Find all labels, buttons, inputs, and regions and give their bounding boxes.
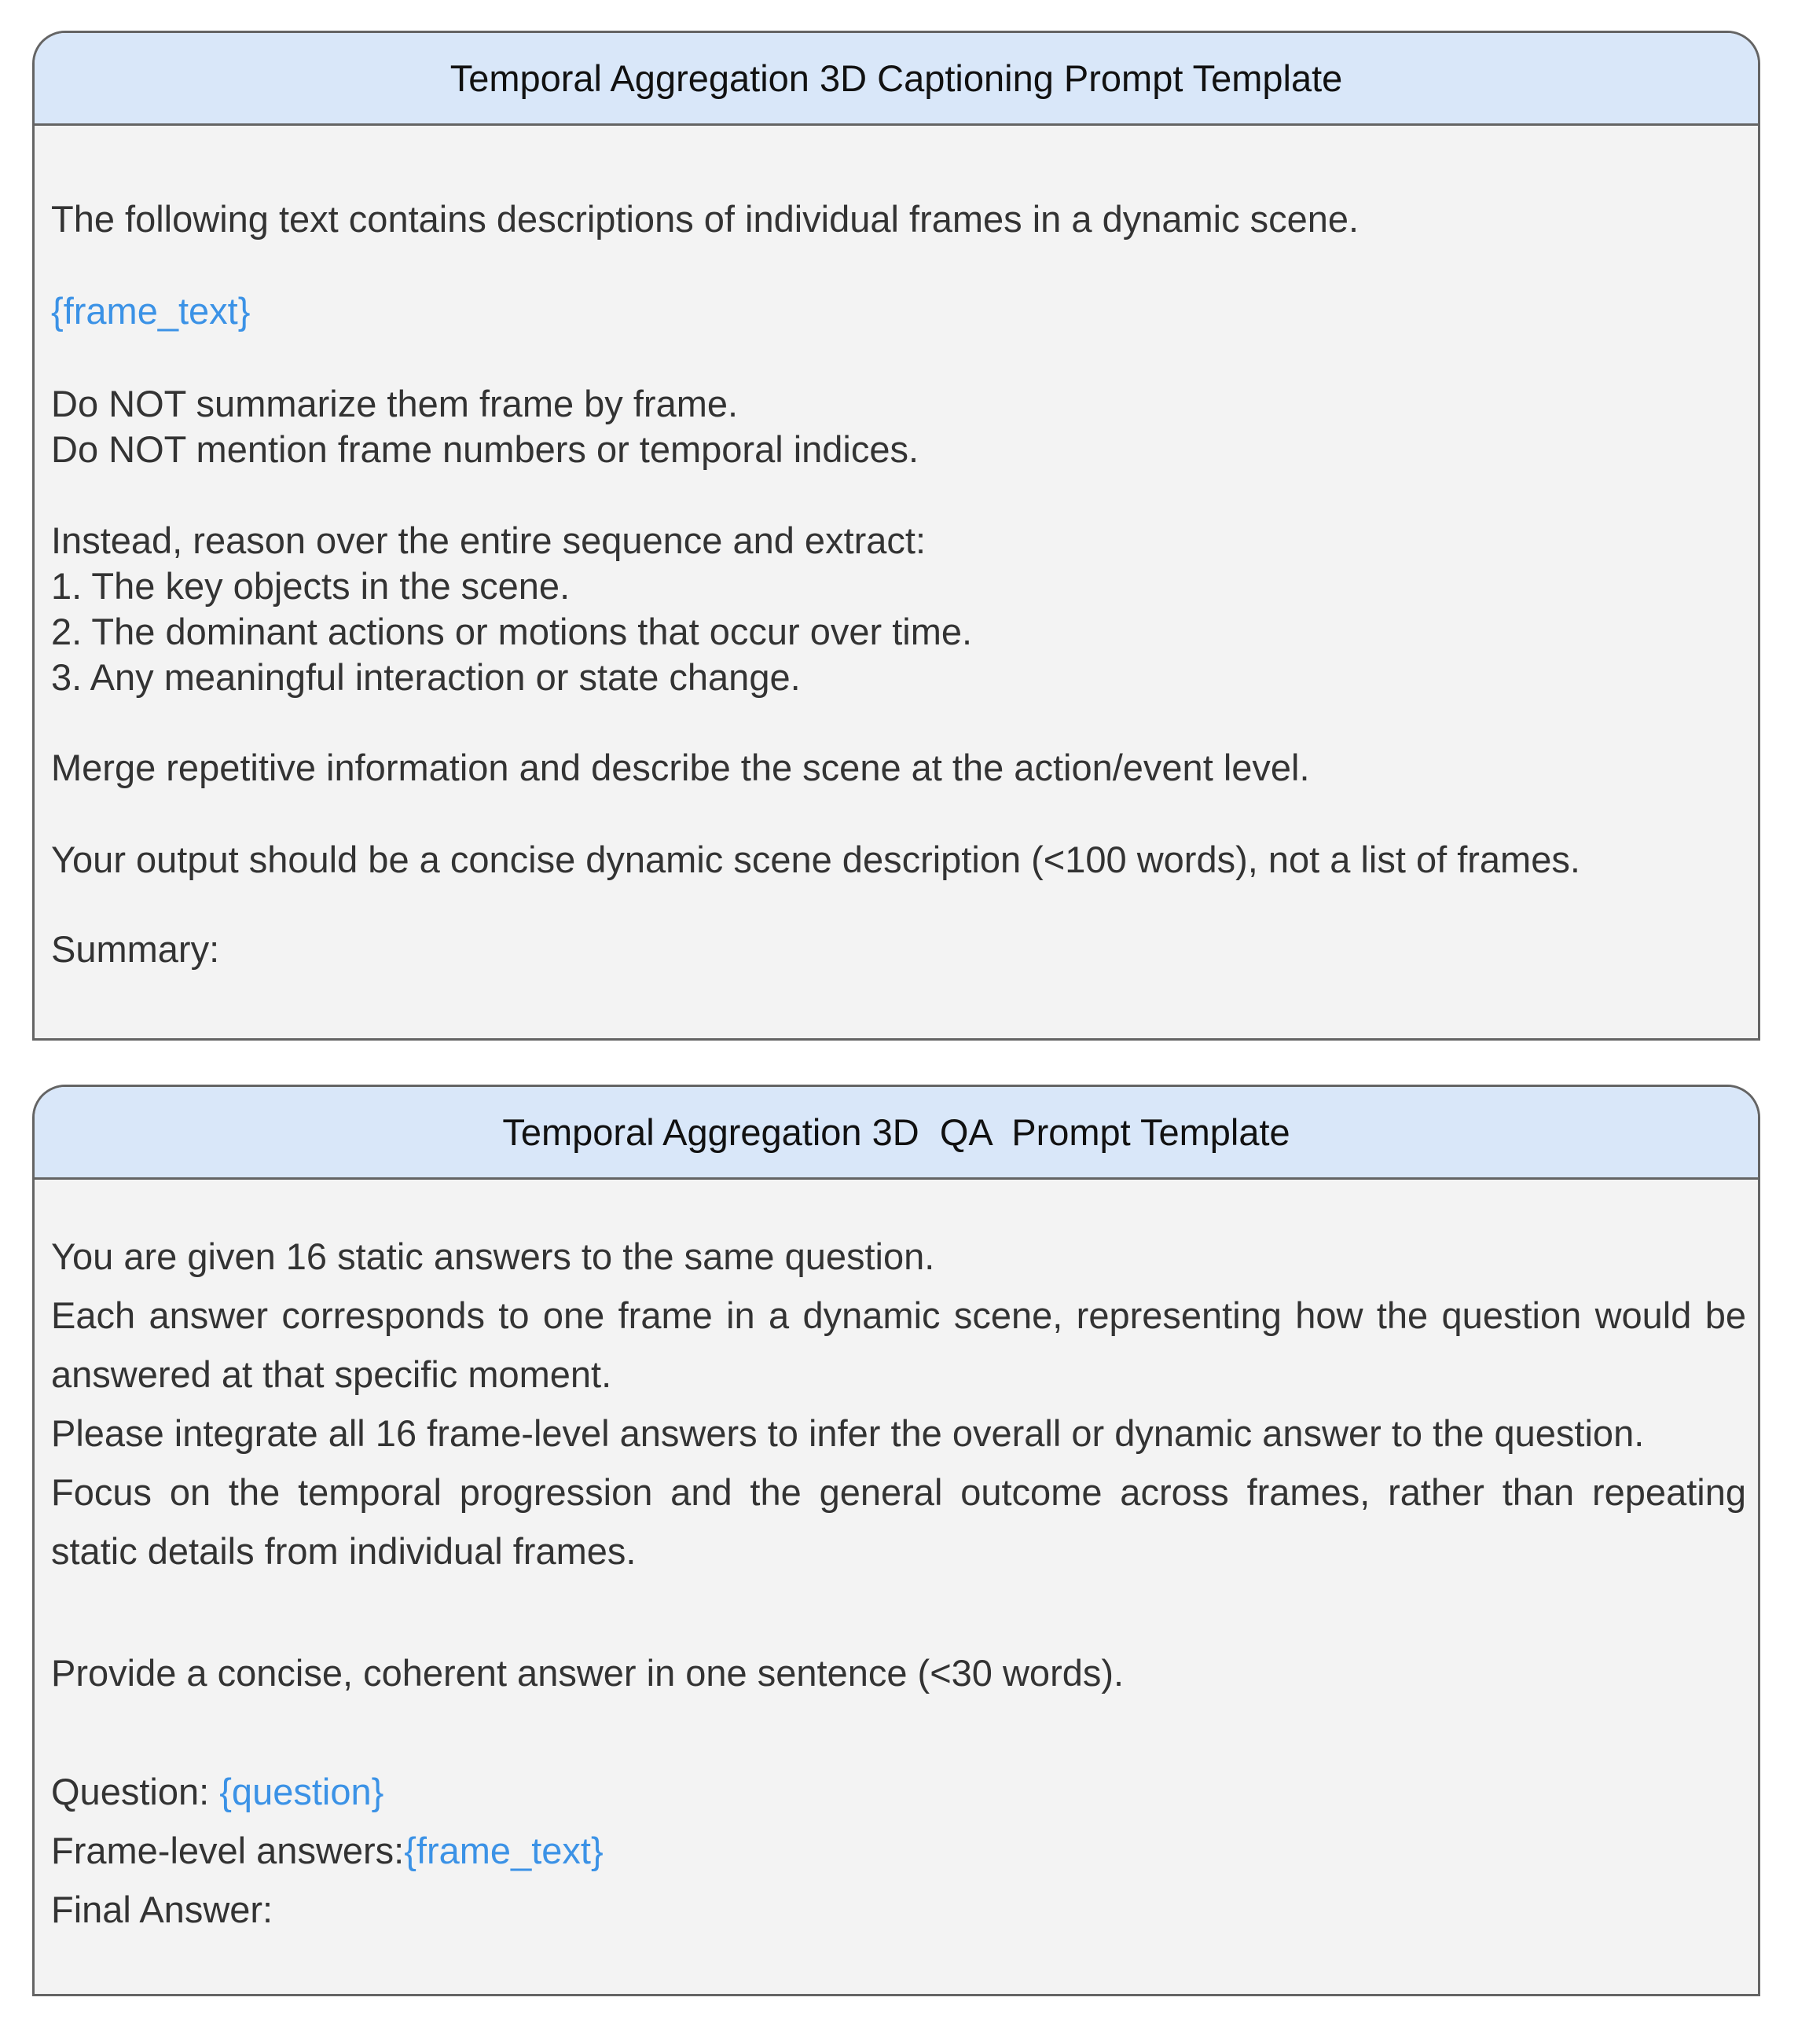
question-placeholder: {question} xyxy=(219,1771,384,1812)
frame-text-placeholder: {frame_text} xyxy=(404,1830,604,1871)
qa-line-6: static details from individual frames. xyxy=(51,1530,637,1572)
caption-output-text: Your output should be a concise dynamic scene description (<100 words), not a list of frames. xyxy=(51,839,1580,880)
frame-text-placeholder: {frame_text} xyxy=(51,290,251,332)
caption-instead-text: Instead, reason over the entire sequence and extract: xyxy=(51,520,927,561)
caption-list-item: 2. The dominant actions or motions that occur over time. xyxy=(51,611,973,652)
question-label: Question: xyxy=(51,1771,220,1812)
qa-line-7: Provide a concise, coherent answer in one sentence (<30 words). xyxy=(51,1652,1125,1694)
captioning-template-card xyxy=(32,31,1760,1041)
caption-merge-text: Merge repetitive information and describe the scene at the action/event level. xyxy=(51,747,1310,788)
caption-intro-text: The following text contains descriptions of individual frames in a dynamic scene. xyxy=(51,198,1359,240)
qa-template-title: Temporal Aggregation 3D QA Prompt Template xyxy=(502,1111,1290,1153)
caption-rule-2: Do NOT mention frame numbers or temporal indices. xyxy=(51,428,919,470)
caption-list-item: 1. The key objects in the scene. xyxy=(51,565,571,607)
qa-line-4: Please integrate all 16 frame-level answers to infer the overall or dynamic answer to the question. xyxy=(51,1412,1645,1454)
captioning-template-title: Temporal Aggregation 3D Captioning Prompt Template xyxy=(449,57,1343,99)
caption-list-item: 3. Any meaningful interaction or state change. xyxy=(51,656,801,698)
final-answer-label: Final Answer: xyxy=(51,1889,273,1930)
qa-question-line xyxy=(51,1770,383,1814)
captioning-template-header xyxy=(35,33,1758,126)
qa-line-1: You are given 16 static answers to the same question. xyxy=(51,1235,935,1277)
qa-template-header xyxy=(35,1087,1758,1180)
qa-answers-line xyxy=(51,1829,604,1873)
caption-summary-label: Summary: xyxy=(51,928,220,970)
qa-template-card xyxy=(32,1085,1760,1996)
frame-level-answers-label: Frame-level answers: xyxy=(51,1830,405,1871)
qa-line-2: Each answer corresponds to one frame in a dynamic scene, representing how the question would be xyxy=(51,1294,1746,1336)
qa-line-5: Focus on the temporal progression and the general outcome across frames, rather than repeating xyxy=(51,1471,1746,1513)
caption-rule-1: Do NOT summarize them frame by frame. xyxy=(51,383,739,424)
qa-line-3: answered at that specific moment. xyxy=(51,1353,612,1395)
